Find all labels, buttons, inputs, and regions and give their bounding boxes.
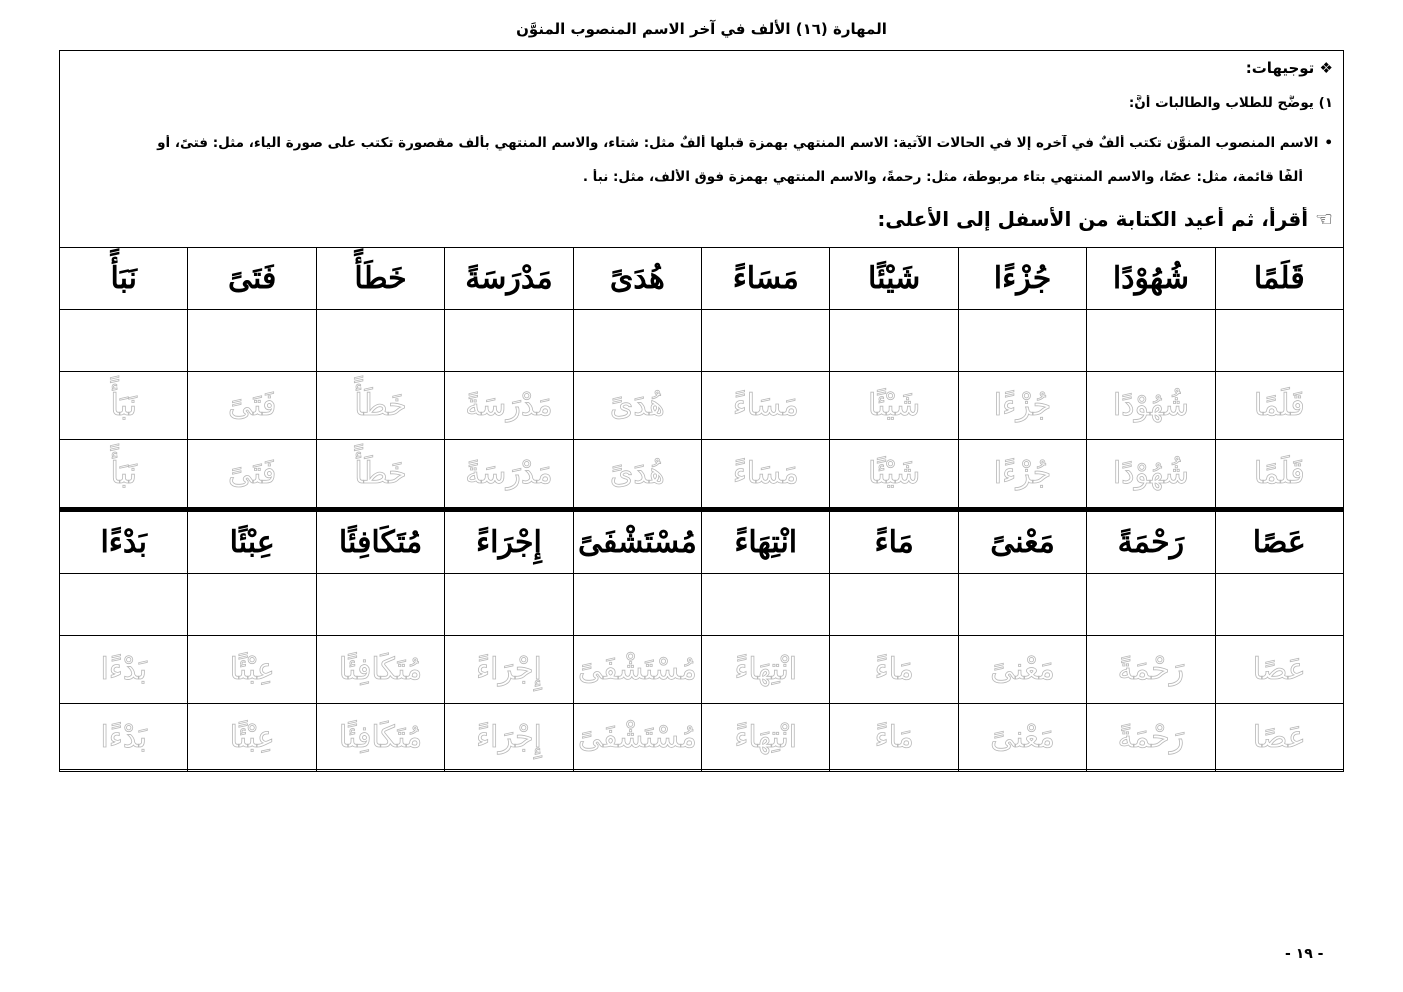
writing-cell[interactable] (60, 310, 188, 372)
trace-word[interactable]: شُهُوْدًا (1087, 440, 1215, 508)
trace-word[interactable]: شُهُوْدًا (1087, 372, 1215, 440)
trace-word[interactable]: شَيْئًا (830, 440, 958, 508)
trace-word[interactable]: مَعْنىً (958, 635, 1086, 703)
trace-word[interactable]: جُزْءًا (958, 440, 1086, 508)
writing-cell[interactable] (702, 573, 830, 635)
trace-word[interactable]: عِبْئًا (188, 635, 316, 703)
writing-cell[interactable] (60, 573, 188, 635)
trace-word[interactable]: مَعْنىً (958, 703, 1086, 771)
model-word: فَتَىً (188, 248, 316, 310)
trace-word[interactable]: انْتِهَاءً (702, 635, 830, 703)
writing-cell[interactable] (445, 573, 573, 635)
trace-word[interactable]: فَتَىً (188, 440, 316, 508)
model-word: قَلَمًا (1215, 248, 1343, 310)
trace-word[interactable]: مَاءً (830, 703, 958, 771)
model-word: رَحْمَةً (1087, 510, 1215, 573)
trace-word[interactable]: قَلَمًا (1215, 372, 1343, 440)
task-text: أقرأ، ثم أعيد الكتابة من الأسفل إلى الأعلى: (877, 207, 1309, 231)
model-word: مَاءً (830, 510, 958, 573)
trace-word[interactable]: نَبَأً (60, 440, 188, 508)
model-word: جُزْءًا (958, 248, 1086, 310)
model-word: نَبَأً (60, 248, 188, 310)
task-instruction (68, 207, 1333, 231)
rule-line-1 (68, 135, 1333, 151)
trace-word[interactable]: مَسَاءً (702, 440, 830, 508)
tracing-row (60, 372, 1344, 440)
trace-word[interactable]: عِبْئًا (188, 703, 316, 771)
instructions-heading (68, 59, 1333, 77)
writing-cell[interactable] (702, 310, 830, 372)
model-row (60, 510, 1344, 573)
trace-word[interactable]: رَحْمَةً (1087, 703, 1215, 771)
trace-word[interactable]: هُدَىً (573, 440, 701, 508)
blank-writing-row (60, 310, 1344, 372)
model-word: إِجْرَاءً (445, 510, 573, 573)
writing-cell[interactable] (316, 573, 444, 635)
model-word: مَعْنىً (958, 510, 1086, 573)
writing-cell[interactable] (573, 573, 701, 635)
writing-cell[interactable] (830, 310, 958, 372)
writing-cell[interactable] (830, 573, 958, 635)
trace-word[interactable]: نَبَأً (60, 372, 188, 440)
writing-cell[interactable] (958, 573, 1086, 635)
trace-word[interactable]: مُتَكَافِئًا (316, 703, 444, 771)
writing-cell[interactable] (188, 310, 316, 372)
model-word: شُهُوْدًا (1087, 248, 1215, 310)
page-title: المهارة (١٦) الألف في آخر الاسم المنصوب المنوَّن (516, 20, 887, 38)
trace-word[interactable]: مُسْتَشْفَىً (573, 703, 701, 771)
trace-word[interactable]: مَاءً (830, 635, 958, 703)
trace-word[interactable]: فَتَىً (188, 372, 316, 440)
trace-word[interactable]: هُدَىً (573, 372, 701, 440)
trace-word[interactable]: عَصًا (1215, 703, 1343, 771)
writing-cell[interactable] (958, 310, 1086, 372)
blank-writing-row (60, 573, 1344, 635)
model-word: عِبْئًا (188, 510, 316, 573)
instruction-point-1: ١) يوضَّح للطلاب والطالبات أنَّ: (1128, 95, 1333, 111)
writing-cell[interactable] (1087, 310, 1215, 372)
model-word: هُدَىً (573, 248, 701, 310)
practice-table-2 (59, 508, 1344, 772)
trace-word[interactable]: خَطَأً (316, 372, 444, 440)
trace-word[interactable]: قَلَمًا (1215, 440, 1343, 508)
tracing-row (60, 635, 1344, 703)
diamond-bullet-icon: ❖ (1319, 59, 1333, 77)
model-word: مُتَكَافِئًا (316, 510, 444, 573)
tracing-row (60, 440, 1344, 508)
trace-word[interactable]: خَطَأً (316, 440, 444, 508)
writing-cell[interactable] (1087, 573, 1215, 635)
model-word: شَيْئًا (830, 248, 958, 310)
model-word: مَسَاءً (702, 248, 830, 310)
trace-word[interactable]: بَدْءًا (60, 703, 188, 771)
trace-word[interactable]: جُزْءًا (958, 372, 1086, 440)
bullet-icon: • (1324, 135, 1333, 151)
practice-table-1 (59, 247, 1344, 508)
writing-cell[interactable] (316, 310, 444, 372)
page-number: - ١٩ - (1285, 946, 1324, 962)
model-row (60, 248, 1344, 310)
model-word: عَصًا (1215, 510, 1343, 573)
trace-word[interactable]: إِجْرَاءً (445, 703, 573, 771)
trace-word[interactable]: مَدْرَسَةً (445, 440, 573, 508)
model-word: مَدْرَسَةً (445, 248, 573, 310)
pointing-hand-icon: ☜ (1315, 207, 1333, 231)
trace-word[interactable]: مُسْتَشْفَىً (573, 635, 701, 703)
trace-word[interactable]: شَيْئًا (830, 372, 958, 440)
trace-word[interactable]: مَسَاءً (702, 372, 830, 440)
model-word: مُسْتَشْفَىً (573, 510, 701, 573)
trace-word[interactable]: إِجْرَاءً (445, 635, 573, 703)
instructions-heading-text: توجيهات: (1245, 59, 1315, 77)
trace-word[interactable]: بَدْءًا (60, 635, 188, 703)
trace-word[interactable]: رَحْمَةً (1087, 635, 1215, 703)
tracing-row (60, 703, 1344, 771)
rule-line-2: ألفًا قائمة، مثل: عصًا، والاسم المنتهي بتاء مربوطة، مثل: رحمةً، والاسم المنتهي بهمزة فوق الألف، مثل: نبأً . (582, 169, 1303, 185)
model-word: بَدْءًا (60, 510, 188, 573)
writing-cell[interactable] (1215, 573, 1343, 635)
trace-word[interactable]: عَصًا (1215, 635, 1343, 703)
writing-cell[interactable] (188, 573, 316, 635)
model-word: خَطَأً (316, 248, 444, 310)
writing-cell[interactable] (1215, 310, 1343, 372)
rule-line-1-text: الاسم المنصوب المنوَّن تكتب ألفٌ في آخره إلا في الحالات الآتية: الاسم المنتهي بهمزة قبلها ألفٌ مثل: شتاء، والاسم المنتهي بألف مقصورة تكتب على صورة الياء، مثل: فتىً، أو (157, 135, 1319, 151)
writing-cell[interactable] (445, 310, 573, 372)
trace-word[interactable]: مُتَكَافِئًا (316, 635, 444, 703)
model-word: انْتِهَاءً (702, 510, 830, 573)
writing-cell[interactable] (573, 310, 701, 372)
trace-word[interactable]: انْتِهَاءً (702, 703, 830, 771)
trace-word[interactable]: مَدْرَسَةً (445, 372, 573, 440)
